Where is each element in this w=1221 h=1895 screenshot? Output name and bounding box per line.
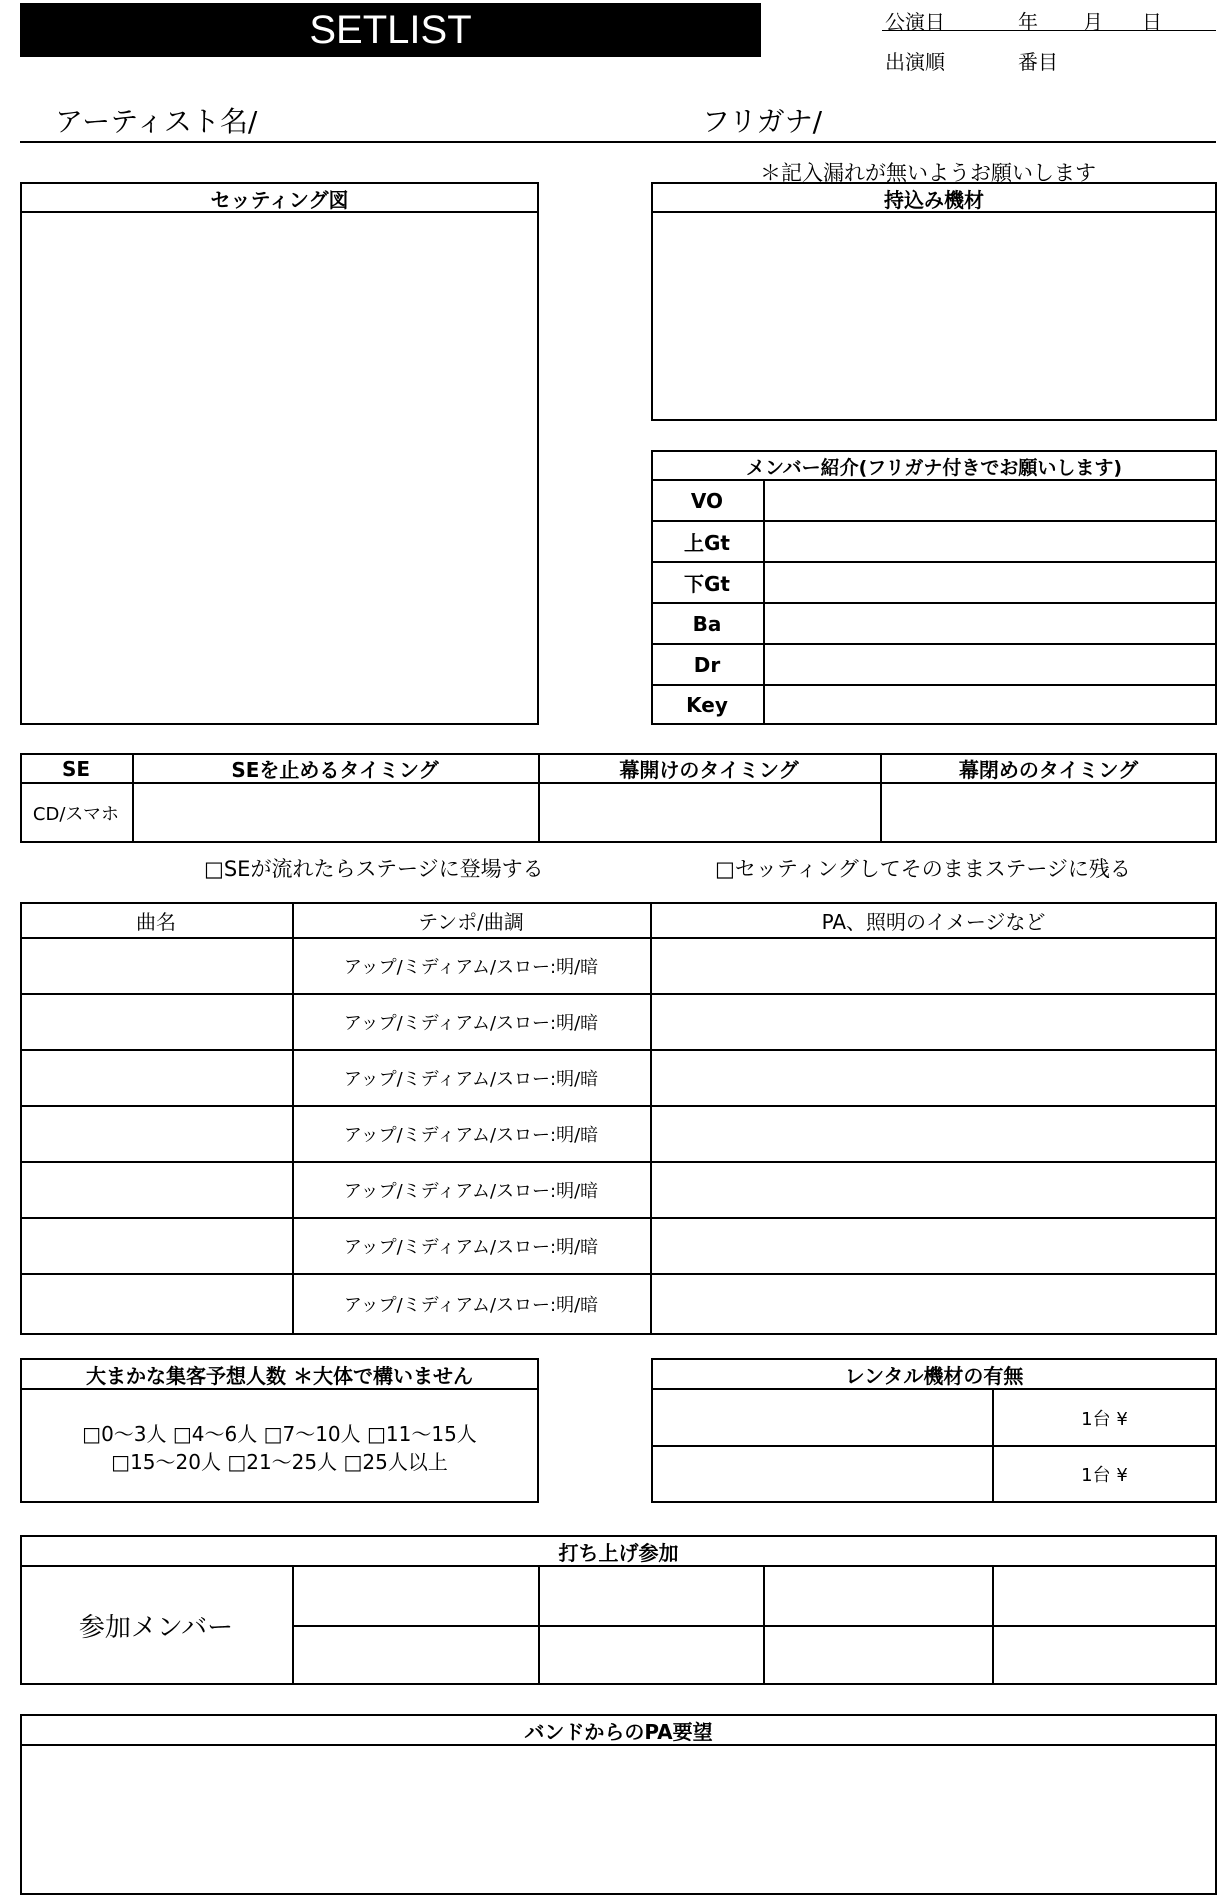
tempo-options[interactable]: アップ/ミディアム/スロー:明/暗 [343, 1069, 599, 1090]
artist-underline [20, 141, 1216, 143]
curtain-close-col-header: 幕閉めのタイミング [958, 758, 1139, 782]
se-stop-col-header: SEを止めるタイミング [231, 758, 439, 782]
member-name-field[interactable] [765, 645, 1215, 684]
audience-options-line1[interactable]: □0～3人 □4～6人 □7～10人 □11～15人 [82, 1421, 477, 1446]
tempo-options[interactable]: アップ/ミディアム/スロー:明/暗 [343, 957, 599, 978]
date-underline [882, 30, 1216, 31]
tempo-options[interactable]: アップ/ミディアム/スロー:明/暗 [343, 1181, 599, 1202]
tempo-options[interactable]: アップ/ミディアム/スロー:明/暗 [343, 1237, 599, 1258]
afterparty-title: 打ち上げ参加 [558, 1540, 679, 1565]
audience-title: 大まかな集客予想人数 ＊大体で構いません [86, 1363, 473, 1388]
members-title: メンバー紹介(フリガナ付きでお願いします) [745, 456, 1123, 479]
tempo-col-header: テンポ/曲調 [418, 910, 524, 934]
member-role-vo: VO [690, 488, 724, 513]
member-role-dr: Dr [693, 652, 721, 677]
member-role-ba: Ba [692, 611, 722, 636]
se-stop-field[interactable] [135, 784, 536, 841]
member-name-field[interactable] [765, 686, 1215, 724]
title-bar [20, 3, 761, 57]
se-option-stay-checkbox[interactable]: □セッティングしてそのままステージに残る [715, 857, 1131, 881]
pa-request-divider [20, 1744, 1217, 1746]
member-name-field[interactable] [765, 563, 1215, 602]
audience-divider [20, 1388, 539, 1390]
se-col-header: SE [61, 756, 91, 781]
audience-options-line2[interactable]: □15～20人 □21～25人 □25人以上 [111, 1449, 448, 1474]
equipment-title: 持込み機材 [884, 187, 984, 212]
day-label: 日 [1142, 10, 1162, 34]
equipment-divider [651, 211, 1217, 213]
artist-name-label: アーティスト名/ [55, 105, 258, 138]
year-label: 年 [1018, 10, 1038, 34]
notice-text: ＊記入漏れが無いようお願いします [760, 161, 1096, 185]
pa-col-header: PA、照明のイメージなど [821, 910, 1046, 934]
member-name-field[interactable] [765, 522, 1215, 561]
member-role-key: Key [686, 692, 728, 717]
rental-title: レンタル機材の有無 [844, 1363, 1024, 1388]
member-name-field[interactable] [765, 604, 1215, 643]
month-label: 月 [1083, 10, 1103, 34]
curtain-open-field[interactable] [541, 784, 878, 841]
curtain-open-col-header: 幕開けのタイミング [619, 758, 799, 782]
songs-col-divider [650, 902, 652, 1335]
tempo-options[interactable]: アップ/ミディアム/スロー:明/暗 [343, 1295, 599, 1316]
rental-item-field[interactable] [653, 1390, 990, 1445]
afterparty-row-line [292, 1625, 1217, 1627]
order-unit-label: 番目 [1018, 50, 1058, 74]
se-option-enter-checkbox[interactable]: □SEが流れたらステージに登場する [204, 857, 544, 881]
date-label: 公演日 [885, 10, 945, 34]
order-label: 出演順 [885, 50, 945, 74]
setting-diagram-box[interactable] [20, 182, 539, 725]
curtain-close-field[interactable] [883, 784, 1215, 841]
member-role-lower-gt: 下Gt [684, 572, 730, 596]
member-role-upper-gt: 上Gt [684, 531, 730, 555]
equipment-box[interactable] [651, 182, 1217, 421]
setting-diagram-divider [20, 211, 539, 213]
page-title: SETLIST [309, 7, 472, 52]
setting-diagram-title: セッティング図 [210, 187, 349, 212]
afterparty-members-label: 参加メンバー [78, 1612, 234, 1643]
member-name-field[interactable] [765, 481, 1215, 520]
tempo-options[interactable]: アップ/ミディアム/スロー:明/暗 [343, 1125, 599, 1146]
rental-price: 1台 ¥ [1081, 1408, 1128, 1430]
song-name-col-header: 曲名 [136, 910, 176, 934]
pa-request-title: バンドからのPA要望 [524, 1719, 713, 1744]
tempo-options[interactable]: アップ/ミディアム/スロー:明/暗 [343, 1013, 599, 1034]
rental-item-field[interactable] [653, 1447, 990, 1501]
rental-price: 1台 ¥ [1081, 1465, 1128, 1486]
se-source-label: CD/スマホ [32, 803, 120, 825]
artist-furigana-label: フリガナ/ [702, 105, 823, 138]
